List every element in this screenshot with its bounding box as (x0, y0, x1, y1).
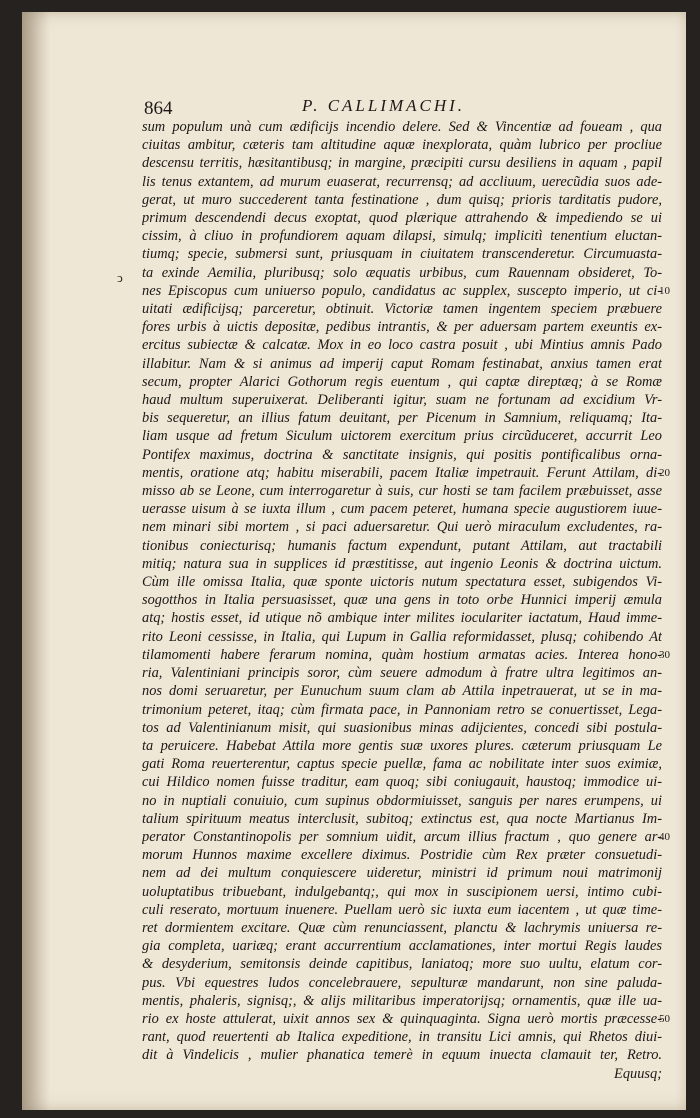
text-line: descensu territis, hæsitantibusq; in margine, præcipiti cursu desiliens in aquam , papil (142, 155, 662, 172)
text-line: mentis, oratione atq; habitu miserabili, pacem Italiæ impetrauit. Ferunt Attilam, di- (142, 464, 662, 481)
text-line: illabitur. Nam & si animus ad imperij caput Romam festinabat, anxius tamen erat (142, 355, 662, 372)
margin-line-number: 30 (659, 648, 670, 661)
text-line: Cùm ille omissa Italia, quæ sponte uictoris nutum spectatura esset, subigendos Vi- (142, 574, 662, 591)
page-number: 864 (144, 98, 173, 119)
book-page (22, 12, 686, 1110)
text-line: nem ad dei multum conquiescere uideretur, ministri id primum noui matrimonij (142, 865, 662, 882)
text-line: uoluptatibus tribuebant, indulgebantq;, qui mox in suscipionem uersi, intimo cubi- (142, 883, 662, 900)
text-line: & desyderium, semitonsis deinde capitibus, laniatoq; more suo uultu, elatum cor- (142, 956, 662, 973)
text-line: mentis, phaleris, signisq;, & alijs militaribus imperatorijsq; ornamentis, quæ ille ua- (142, 992, 662, 1009)
text-line: ciuitas ambitur, cæteris tam altitudine aquæ inexplorata, quàm lubrico per procliue (142, 137, 662, 154)
text-line: haud multum superuixerat. Deliberanti igitur, suam ne fortunam ad excidium Vr- (142, 392, 662, 409)
margin-line-number: 50 (659, 1012, 670, 1025)
running-head: P. CALLIMACHI. (302, 96, 466, 115)
text-line: perator Constantinopolis per somnium uidit, arcum illius fractum , quo genere ar- (142, 828, 662, 845)
text-line: ria, Valentiniani principis soror, cùm seuere admodum à fratre ultra legitimos an- (142, 665, 662, 682)
text-line: sum populum unà cum ædificijs incendio delere. Sed & Vincentiæ ad foueam , qua (142, 119, 662, 135)
margin-line-number: 40 (659, 830, 670, 843)
margin-line-number: 10 (659, 284, 670, 297)
text-line: Equusq; (614, 1065, 662, 1082)
text-line: ta exinde Aemilia, pluribusq; solo æquatis urbibus, cum Rauennam obsideret, To- (142, 264, 662, 281)
page-header (22, 90, 686, 120)
body-text (142, 118, 662, 1083)
text-line: atq; hostis esset, id utique nõ ambique inter milites ioculariter iactatum, Haud imme- (142, 610, 662, 627)
text-line: secum, propter Alarici Gothorum regis euentum , qui captæ direptæq; à se Romæ (142, 373, 662, 390)
text-line: misso ab se Leone, cum interrogaretur à suis, cur hosti se tam facilem præbuisset, asse (142, 483, 662, 500)
text-line: nes Episcopus cum uniuerso populo, candidatus ac supplex, suscepto imperio, ut ci- (142, 282, 662, 299)
text-line: uerasse uisum à se iuxta illum , cum pacem peteret, humana specie augustiorem iuue- (142, 501, 662, 518)
text-line: rant, quod reuertenti ab Italica expeditione, in transitu Lici amnis, qui Rhetos diui- (142, 1029, 662, 1046)
text-line: tos ad Valentinianum misit, qui suasionibus minas adijcientes, concedi sibi postula- (142, 719, 662, 736)
text-line: Pontifex maximus, doctrina & sanctitate insignis, qui positis pontificalibus orna- (142, 446, 662, 463)
text-line: culi reserato, mortuum inuenere. Puellam uerò sic iuxta eum iacentem , ut quæ time- (142, 901, 662, 918)
text-line: gerat, ut muro succederent tanta festinatione , dum quisq; prioris tarditatis pudore, (142, 191, 662, 208)
text-line: morum Hunnos maxime excellere diximus. Postridie cùm Rex præter consuetudi- (142, 847, 662, 864)
text-line: trimonium peteret, itaq; cùm firmata pace, in Pannoniam retro se conuertisset, Lega- (142, 701, 662, 718)
text-line: gia completa, uariæq; erant accurrentium acclamationes, inter mortui Regis laudes (142, 938, 662, 955)
text-line: tilamomenti habere ferarum nomina, quàm hostium armatas acies. Interea hono- (142, 646, 662, 663)
page-gutter-shadow (22, 12, 50, 1110)
text-line: lis tenus extantem, ad murum euaserat, recurrensq; ad accliuum, uerecũdia suos ade- (142, 173, 662, 190)
text-line: bis sequeretur, an illius fatum deuitant, per Picenum in Samnium, reliquamq; Ita- (142, 410, 662, 427)
text-line: cissim, à cliuo in profundiorem aquam dilapsi, simulq; implicitì tenentium eluctan- (142, 228, 662, 245)
text-line: tionibus coniecturisq; humanis factum expendunt, putant Attilam, aut tractabili (142, 537, 662, 554)
text-line: gati Roma reuerterentur, captus specie puellæ, fama ac nobilitate inter suos eximiæ, (142, 756, 662, 773)
text-line: ta peruicere. Habebat Attila more gentis suæ uxores plures. cæterum priusquam Le (142, 737, 662, 754)
text-line: talium spirituum meatus interclusit, subitoq; extinctus est, qua nocte Martianus Im- (142, 810, 662, 827)
text-line: uitati ædificijsq; parceretur, obtinuit. Victoriæ tamen ingentem speciem præbuere (142, 301, 662, 318)
text-line: fores urbis à uictis depositæ, pedibus intrantis, & per aduersam partem exeuntis ex- (142, 319, 662, 336)
text-line: rito Leoni cessisse, in Italia, qui Lupum in Gallia reformidasset, plusq; cohibendo At (142, 628, 662, 645)
text-line: sogotthos in Italia persuasisset, quæ una gens in toto orbe Hunnici imperij æmula (142, 592, 662, 609)
text-line: cui Hildico nomen fuisse traditur, eam quoq; sibi coniugauit, haustoq; immodice ui- (142, 774, 662, 791)
text-line: dit à Vindelicis , mulier phanatica temerè in equum inuecta clamauit ter, Retro. (142, 1047, 662, 1064)
text-line: rio ex hoste attulerat, uixit annos sex & quinquaginta. Signa uerò mortis præcesse- (142, 1010, 662, 1027)
text-line: nem minari sibi mortem , si paci aduersaretur. Qui uerò miraculum excludentes, ra- (142, 519, 662, 536)
text-line: no in nuptiali conuiuio, cum supinus obdormiuisset, sanguis per nares erumpens, ui (142, 792, 662, 809)
text-line: nos domi seruaretur, per Eunuchum suum clam ab Attila inpetrauerat, ut se in ma- (142, 683, 662, 700)
text-line: tiumq; specie, submersi sunt, priusquam in ciuitatem transcenderetur. Circumuasta- (142, 246, 662, 263)
text-line: primum descendendi decus exoptat, quod plærique attrahendo & impediendo se ui (142, 210, 662, 227)
margin-line-number: 20 (659, 466, 670, 479)
text-line: ret dormientem excitare. Quæ cùm renunciassent, planctu & lachrymis uniuersa re- (142, 919, 662, 936)
text-line: pus. Vbi equestres ludos concelebrauere, sepulturæ mandarunt, non sine paluda- (142, 974, 662, 991)
text-line: liam usque ad fretum Siculum uictorem exercitum prius circũduceret, accurrit Leo (142, 428, 662, 445)
text-line: mitiq; natura sua in supplices id præstitisse, aut ingenio Leonis & doctrina uictum. (142, 555, 662, 572)
text-line: ercitus subiectæ & calcatæ. Mox in eo loco castra posuit , ubi Mintius amnis Pado (142, 337, 662, 354)
margin-mark: ↄ (117, 270, 123, 285)
